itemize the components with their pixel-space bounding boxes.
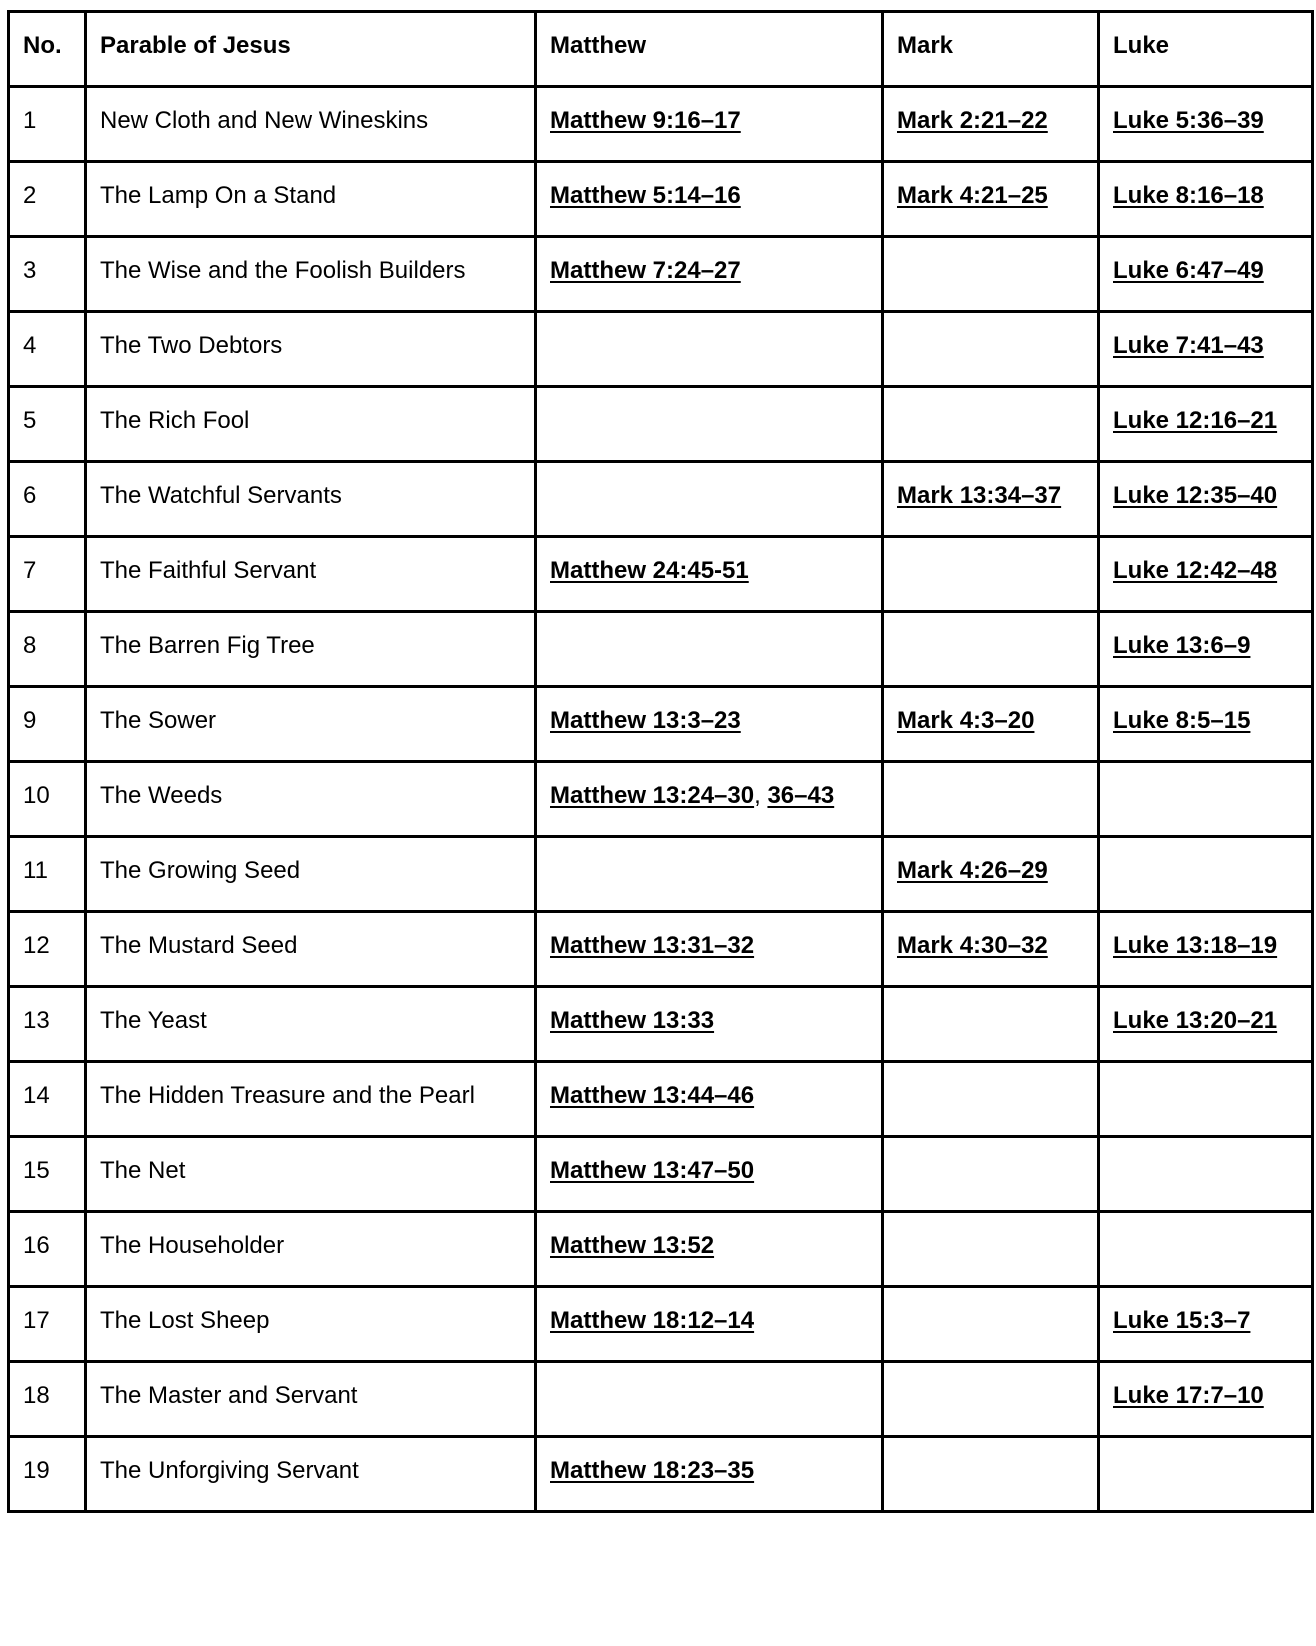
luke-cell xyxy=(1099,762,1313,837)
matthew-cell xyxy=(536,237,883,312)
matthew-cell xyxy=(536,312,883,387)
row-number: 9 xyxy=(9,687,86,762)
table-row xyxy=(9,1212,1313,1287)
parable-name: The Lost Sheep xyxy=(86,1287,536,1362)
matthew-cell xyxy=(536,537,883,612)
mark-cell xyxy=(883,1137,1099,1212)
luke-reference-link[interactable]: Luke 13:20–21 xyxy=(1113,1007,1278,1034)
matthew-reference-link[interactable]: Matthew 13:47–50 xyxy=(550,1157,755,1184)
row-number: 7 xyxy=(9,537,86,612)
table-row xyxy=(9,87,1313,162)
mark-reference-link[interactable]: Mark 4:3–20 xyxy=(897,707,1035,734)
reference-separator: , xyxy=(754,782,768,809)
matthew-cell xyxy=(536,687,883,762)
header-matthew: Matthew xyxy=(536,12,883,87)
row-number: 15 xyxy=(9,1137,86,1212)
table-row xyxy=(9,1362,1313,1437)
table-header-row xyxy=(9,12,1313,87)
matthew-reference-link[interactable]: Matthew 5:14–16 xyxy=(550,182,741,209)
matthew-cell xyxy=(536,762,883,837)
matthew-cell xyxy=(536,837,883,912)
mark-cell xyxy=(883,1437,1099,1512)
table-row xyxy=(9,687,1313,762)
luke-reference-link[interactable]: Luke 13:18–19 xyxy=(1113,932,1278,959)
table-row xyxy=(9,462,1313,537)
matthew-reference-link[interactable]: Matthew 7:24–27 xyxy=(550,257,741,284)
table-row xyxy=(9,162,1313,237)
mark-cell xyxy=(883,687,1099,762)
parable-name: The Householder xyxy=(86,1212,536,1287)
table-row xyxy=(9,612,1313,687)
matthew-cell xyxy=(536,87,883,162)
row-number: 16 xyxy=(9,1212,86,1287)
parable-name: The Sower xyxy=(86,687,536,762)
parable-name: The Faithful Servant xyxy=(86,537,536,612)
mark-cell xyxy=(883,387,1099,462)
header-no: No. xyxy=(9,12,86,87)
matthew-reference-link[interactable]: Matthew 13:52 xyxy=(550,1232,715,1259)
table-row xyxy=(9,387,1313,462)
row-number: 13 xyxy=(9,987,86,1062)
mark-cell xyxy=(883,162,1099,237)
matthew-reference-link[interactable]: Matthew 13:24–30 xyxy=(550,782,755,809)
mark-cell xyxy=(883,1212,1099,1287)
luke-reference-link[interactable]: Luke 12:42–48 xyxy=(1113,557,1278,584)
row-number: 6 xyxy=(9,462,86,537)
mark-reference-link[interactable]: Mark 13:34–37 xyxy=(897,482,1062,509)
luke-cell xyxy=(1099,1212,1313,1287)
row-number: 3 xyxy=(9,237,86,312)
matthew-reference-link[interactable]: Matthew 9:16–17 xyxy=(550,107,741,134)
matthew-reference-link[interactable]: 36–43 xyxy=(767,782,835,809)
luke-reference-link[interactable]: Luke 12:35–40 xyxy=(1113,482,1278,509)
luke-cell xyxy=(1099,612,1313,687)
matthew-cell xyxy=(536,162,883,237)
parable-name: The Rich Fool xyxy=(86,387,536,462)
parable-name: The Weeds xyxy=(86,762,536,837)
luke-reference-link[interactable]: Luke 8:16–18 xyxy=(1113,182,1264,209)
row-number: 1 xyxy=(9,87,86,162)
luke-cell xyxy=(1099,987,1313,1062)
row-number: 18 xyxy=(9,1362,86,1437)
header-parable: Parable of Jesus xyxy=(86,12,536,87)
mark-cell xyxy=(883,837,1099,912)
luke-cell xyxy=(1099,387,1313,462)
parable-name: The Two Debtors xyxy=(86,312,536,387)
luke-cell xyxy=(1099,162,1313,237)
luke-cell xyxy=(1099,462,1313,537)
mark-cell xyxy=(883,312,1099,387)
mark-reference-link[interactable]: Mark 4:30–32 xyxy=(897,932,1048,959)
luke-cell xyxy=(1099,312,1313,387)
matthew-cell xyxy=(536,1062,883,1137)
matthew-cell xyxy=(536,612,883,687)
mark-cell xyxy=(883,1287,1099,1362)
parable-name: The Yeast xyxy=(86,987,536,1062)
parable-name: The Mustard Seed xyxy=(86,912,536,987)
luke-reference-link[interactable]: Luke 7:41–43 xyxy=(1113,332,1264,359)
mark-cell xyxy=(883,237,1099,312)
parables-table xyxy=(7,10,1314,1513)
parable-name: The Master and Servant xyxy=(86,1362,536,1437)
header-luke: Luke xyxy=(1099,12,1313,87)
row-number: 19 xyxy=(9,1437,86,1512)
mark-cell xyxy=(883,612,1099,687)
matthew-cell xyxy=(536,1437,883,1512)
row-number: 5 xyxy=(9,387,86,462)
matthew-reference-link[interactable]: Matthew 13:31–32 xyxy=(550,932,755,959)
parable-name: New Cloth and New Wineskins xyxy=(86,87,536,162)
luke-cell xyxy=(1099,1062,1313,1137)
table-body xyxy=(9,87,1313,1512)
parable-name: The Barren Fig Tree xyxy=(86,612,536,687)
table-row xyxy=(9,312,1313,387)
parable-name: The Unforgiving Servant xyxy=(86,1437,536,1512)
matthew-cell xyxy=(536,462,883,537)
luke-reference-link[interactable]: Luke 17:7–10 xyxy=(1113,1382,1264,1409)
table-row xyxy=(9,1437,1313,1512)
mark-cell xyxy=(883,762,1099,837)
mark-cell xyxy=(883,462,1099,537)
matthew-reference-link[interactable]: Matthew 13:44–46 xyxy=(550,1082,755,1109)
luke-cell xyxy=(1099,537,1313,612)
luke-cell xyxy=(1099,912,1313,987)
luke-reference-link[interactable]: Luke 8:5–15 xyxy=(1113,707,1251,734)
header-mark: Mark xyxy=(883,12,1099,87)
row-number: 2 xyxy=(9,162,86,237)
parable-name: The Wise and the Foolish Builders xyxy=(86,237,536,312)
table-row xyxy=(9,1287,1313,1362)
mark-cell xyxy=(883,1062,1099,1137)
parable-name: The Watchful Servants xyxy=(86,462,536,537)
luke-cell xyxy=(1099,237,1313,312)
table-row xyxy=(9,537,1313,612)
matthew-cell xyxy=(536,1362,883,1437)
luke-reference-link[interactable]: Luke 13:6–9 xyxy=(1113,632,1251,659)
matthew-cell xyxy=(536,1137,883,1212)
matthew-cell xyxy=(536,387,883,462)
matthew-cell xyxy=(536,987,883,1062)
row-number: 12 xyxy=(9,912,86,987)
matthew-reference-link[interactable]: Matthew 24:45-51 xyxy=(550,557,749,584)
table-row xyxy=(9,762,1313,837)
matthew-reference-link[interactable]: Matthew 13:33 xyxy=(550,1007,715,1034)
mark-reference-link[interactable]: Mark 4:26–29 xyxy=(897,857,1048,884)
mark-reference-link[interactable]: Mark 4:21–25 xyxy=(897,182,1048,209)
parable-name: The Growing Seed xyxy=(86,837,536,912)
matthew-reference-link[interactable]: Matthew 18:12–14 xyxy=(550,1307,755,1334)
mark-cell xyxy=(883,912,1099,987)
mark-cell xyxy=(883,987,1099,1062)
luke-cell xyxy=(1099,837,1313,912)
luke-reference-link[interactable]: Luke 5:36–39 xyxy=(1113,107,1264,134)
matthew-cell xyxy=(536,1287,883,1362)
row-number: 17 xyxy=(9,1287,86,1362)
matthew-cell xyxy=(536,1212,883,1287)
mark-cell xyxy=(883,1362,1099,1437)
parable-name: The Hidden Treasure and the Pearl xyxy=(86,1062,536,1137)
mark-cell xyxy=(883,87,1099,162)
mark-cell xyxy=(883,537,1099,612)
luke-cell xyxy=(1099,1437,1313,1512)
luke-cell xyxy=(1099,1287,1313,1362)
luke-cell xyxy=(1099,87,1313,162)
table-row xyxy=(9,1137,1313,1212)
table-row xyxy=(9,987,1313,1062)
row-number: 11 xyxy=(9,837,86,912)
table-row xyxy=(9,837,1313,912)
row-number: 10 xyxy=(9,762,86,837)
parable-name: The Net xyxy=(86,1137,536,1212)
mark-reference-link[interactable]: Mark 2:21–22 xyxy=(897,107,1048,134)
matthew-reference-link[interactable]: Matthew 18:23–35 xyxy=(550,1457,755,1484)
table-row xyxy=(9,1062,1313,1137)
row-number: 4 xyxy=(9,312,86,387)
luke-reference-link[interactable]: Luke 15:3–7 xyxy=(1113,1307,1251,1334)
table-row xyxy=(9,237,1313,312)
luke-cell xyxy=(1099,1362,1313,1437)
luke-cell xyxy=(1099,687,1313,762)
luke-cell xyxy=(1099,1137,1313,1212)
luke-reference-link[interactable]: Luke 12:16–21 xyxy=(1113,407,1278,434)
row-number: 8 xyxy=(9,612,86,687)
row-number: 14 xyxy=(9,1062,86,1137)
parable-name: The Lamp On a Stand xyxy=(86,162,536,237)
luke-reference-link[interactable]: Luke 6:47–49 xyxy=(1113,257,1264,284)
table-row xyxy=(9,912,1313,987)
matthew-reference-link[interactable]: Matthew 13:3–23 xyxy=(550,707,741,734)
matthew-cell xyxy=(536,912,883,987)
